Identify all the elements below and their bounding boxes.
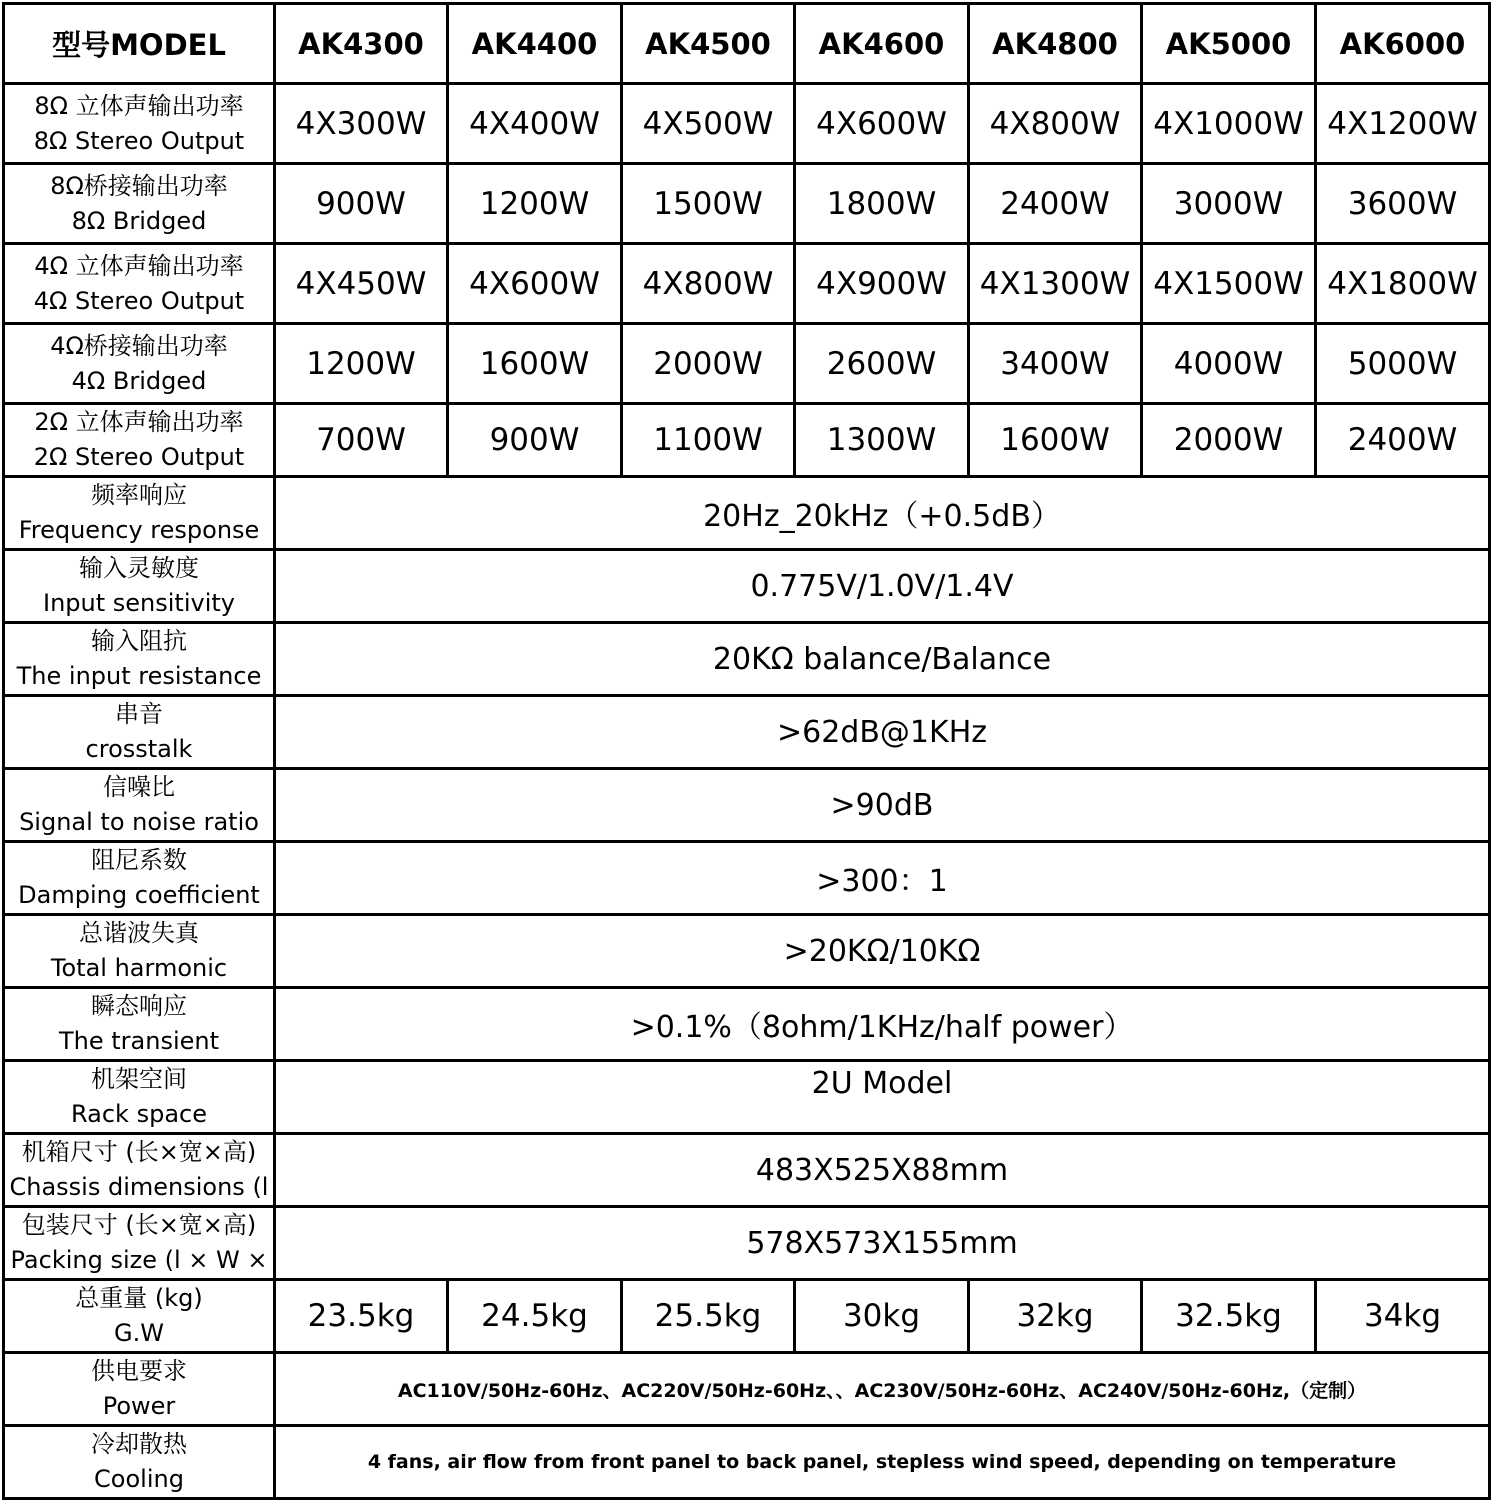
value-cell: 4000W xyxy=(1142,324,1316,404)
value-cell: 1600W xyxy=(448,324,622,404)
row-label-cn: 4Ω桥接输出功率 xyxy=(50,331,228,360)
spanning-value-cell: 578X573X155mm xyxy=(275,1207,1490,1280)
spec-row-signal-to-noise xyxy=(4,769,1490,842)
row-label xyxy=(4,324,275,404)
value-cell: 2400W xyxy=(1316,404,1490,477)
spec-row-2ohm-stereo xyxy=(4,404,1490,477)
value-cell: 1500W xyxy=(622,164,795,244)
row-label-cn: 4Ω 立体声输出功率 xyxy=(34,251,244,280)
value-cell: 4X800W xyxy=(622,244,795,324)
value-cell: 4X450W xyxy=(275,244,448,324)
value-cell: 1200W xyxy=(448,164,622,244)
model-header-cell: AK4600 xyxy=(795,4,969,84)
spec-row-damping xyxy=(4,842,1490,915)
value-cell: 4X800W xyxy=(969,84,1142,164)
spec-row-input-resistance xyxy=(4,623,1490,696)
spanning-value-cell: 20Hz_20kHz（+0.5dB） xyxy=(275,477,1490,550)
row-label xyxy=(4,244,275,324)
spec-row-4ohm-stereo xyxy=(4,244,1490,324)
spec-row-power xyxy=(4,1353,1490,1426)
spec-row-8ohm-stereo xyxy=(4,84,1490,164)
spec-row-8ohm-bridged xyxy=(4,164,1490,244)
row-label-cn: 阻尼系数 xyxy=(91,846,187,874)
row-label-en: Total harmonic xyxy=(50,954,228,982)
value-cell: 24.5kg xyxy=(448,1280,622,1353)
spec-row-4ohm-bridged xyxy=(4,324,1490,404)
row-label xyxy=(4,769,275,842)
row-label xyxy=(4,1207,275,1280)
row-label xyxy=(4,696,275,769)
value-cell: 4X500W xyxy=(622,84,795,164)
row-label-en: 8Ω Stereo Output xyxy=(33,126,245,155)
row-label xyxy=(4,84,275,164)
value-cell: 1200W xyxy=(275,324,448,404)
row-label-cn: 输入灵敏度 xyxy=(79,554,199,582)
spanning-value-cell: >0.1%（8ohm/1KHz/half power） xyxy=(275,988,1490,1061)
spec-row-rack-space xyxy=(4,1061,1490,1134)
value-cell: 4X1300W xyxy=(969,244,1142,324)
row-label-cn: 8Ω桥接输出功率 xyxy=(50,171,228,200)
spanning-value-cell: 20KΩ balance/Balance xyxy=(275,623,1490,696)
row-label-cn: 机箱尺寸 (长×宽×高) xyxy=(21,1138,257,1166)
value-cell: 4X600W xyxy=(448,244,622,324)
spec-row-chassis-dimensions xyxy=(4,1134,1490,1207)
value-cell: 4X600W xyxy=(795,84,969,164)
row-label-cn: 频率响应 xyxy=(91,481,187,509)
row-label xyxy=(4,988,275,1061)
spanning-value-cell: >300：1 xyxy=(275,842,1490,915)
spec-row-frequency-response xyxy=(4,477,1490,550)
model-header-cell: AK6000 xyxy=(1316,4,1490,84)
spec-table-body xyxy=(4,4,1490,1499)
row-label xyxy=(4,1353,275,1426)
row-label xyxy=(4,164,275,244)
model-header-cell: AK4800 xyxy=(969,4,1142,84)
spec-row-packing-size xyxy=(4,1207,1490,1280)
row-label-en: Power xyxy=(102,1392,176,1420)
spec-row-transient xyxy=(4,988,1490,1061)
value-cell: 4X1000W xyxy=(1142,84,1316,164)
value-cell: 1100W xyxy=(622,404,795,477)
value-cell: 900W xyxy=(448,404,622,477)
row-label-cn: 输入阻抗 xyxy=(91,627,187,655)
row-label-cn: 包装尺寸 (长×宽×高) xyxy=(21,1211,257,1239)
row-label-en: crosstalk xyxy=(85,735,193,763)
spanning-value-cell: >62dB@1KHz xyxy=(275,696,1490,769)
spanning-value-cell: AC110V/50Hz-60Hz、AC220V/50Hz-60Hz、、AC230V/50Hz-60Hz、AC240V/50Hz-60Hz,（定制） xyxy=(275,1353,1490,1426)
row-label-en: The transient xyxy=(58,1027,220,1055)
row-label-cn: 瞬态响应 xyxy=(91,992,187,1020)
spanning-value-cell: 483X525X88mm xyxy=(275,1134,1490,1207)
value-cell: 900W xyxy=(275,164,448,244)
row-label-en: 4Ω Stereo Output xyxy=(33,286,245,315)
value-cell: 1800W xyxy=(795,164,969,244)
value-cell: 2000W xyxy=(622,324,795,404)
value-cell: 4X1500W xyxy=(1142,244,1316,324)
value-cell: 5000W xyxy=(1316,324,1490,404)
row-label-cn: 2Ω 立体声输出功率 xyxy=(34,408,244,436)
value-cell: 4X1200W xyxy=(1316,84,1490,164)
row-label-en: Cooling xyxy=(94,1465,184,1493)
row-label-cn: 8Ω 立体声输出功率 xyxy=(34,91,244,120)
row-label-en: Damping coefficient xyxy=(18,881,260,909)
row-label-en: Frequency response xyxy=(18,516,260,544)
row-label-cn: 总谐波失真 xyxy=(79,919,199,947)
spec-row-weight xyxy=(4,1280,1490,1353)
value-cell: 23.5kg xyxy=(275,1280,448,1353)
row-label xyxy=(4,1280,275,1353)
row-label-en: Signal to noise ratio xyxy=(19,808,259,836)
value-cell: 34kg xyxy=(1316,1280,1490,1353)
model-header-cell: AK4300 xyxy=(275,4,448,84)
value-cell: 4X400W xyxy=(448,84,622,164)
row-label xyxy=(4,1134,275,1207)
row-label-cn: 总重量 (kg) xyxy=(75,1284,203,1312)
spanning-value-cell: >20KΩ/10KΩ xyxy=(275,915,1490,988)
value-cell: 25.5kg xyxy=(622,1280,795,1353)
row-label-en: The input resistance xyxy=(16,662,262,690)
value-cell: 700W xyxy=(275,404,448,477)
row-label-en: Chassis dimensions (l xyxy=(9,1173,269,1201)
value-cell: 4X300W xyxy=(275,84,448,164)
value-cell: 1300W xyxy=(795,404,969,477)
value-cell: 3400W xyxy=(969,324,1142,404)
row-label xyxy=(4,477,275,550)
row-label-en: Input sensitivity xyxy=(43,589,235,617)
value-cell: 2600W xyxy=(795,324,969,404)
row-label xyxy=(4,1061,275,1134)
header-row xyxy=(4,4,1490,84)
row-label xyxy=(4,1426,275,1499)
row-label-cn: 供电要求 xyxy=(91,1357,187,1385)
row-label xyxy=(4,404,275,477)
value-cell: 1600W xyxy=(969,404,1142,477)
spec-row-crosstalk xyxy=(4,696,1490,769)
row-label-cn: 冷却散热 xyxy=(91,1430,187,1458)
model-header-cell: AK5000 xyxy=(1142,4,1316,84)
value-cell: 32.5kg xyxy=(1142,1280,1316,1353)
row-label-en: 8Ω Bridged xyxy=(71,206,207,235)
model-header-cell: AK4500 xyxy=(622,4,795,84)
value-cell: 3000W xyxy=(1142,164,1316,244)
row-label-cn: 信噪比 xyxy=(103,773,175,801)
row-label xyxy=(4,842,275,915)
spec-table xyxy=(2,2,1491,1500)
row-label xyxy=(4,623,275,696)
value-cell: 2400W xyxy=(969,164,1142,244)
spanning-value-cell: 0.775V/1.0V/1.4V xyxy=(275,550,1490,623)
value-cell: 30kg xyxy=(795,1280,969,1353)
row-label-cn: 串音 xyxy=(115,700,163,728)
model-header-cell: AK4400 xyxy=(448,4,622,84)
value-cell: 2000W xyxy=(1142,404,1316,477)
spec-row-input-sensitivity xyxy=(4,550,1490,623)
row-label-en: 4Ω Bridged xyxy=(71,366,207,395)
spanning-value-cell: 2U Model xyxy=(275,1061,1490,1134)
row-label-en: Packing size (l × W × xyxy=(10,1246,268,1274)
value-cell: 4X1800W xyxy=(1316,244,1490,324)
spanning-value-cell: >90dB xyxy=(275,769,1490,842)
row-label-en: Rack space xyxy=(71,1100,207,1128)
model-header-label: 型号MODEL xyxy=(4,4,275,84)
row-label xyxy=(4,550,275,623)
value-cell: 3600W xyxy=(1316,164,1490,244)
spec-row-total-harmonic xyxy=(4,915,1490,988)
value-cell: 4X900W xyxy=(795,244,969,324)
row-label-en: 2Ω Stereo Output xyxy=(33,443,245,471)
spanning-value-cell: 4 fans, air flow from front panel to back panel, stepless wind speed, depending on temperature xyxy=(275,1426,1490,1499)
row-label-cn: 机架空间 xyxy=(91,1065,187,1093)
value-cell: 32kg xyxy=(969,1280,1142,1353)
row-label-en: G.W xyxy=(114,1319,164,1347)
spec-row-cooling xyxy=(4,1426,1490,1499)
row-label xyxy=(4,915,275,988)
